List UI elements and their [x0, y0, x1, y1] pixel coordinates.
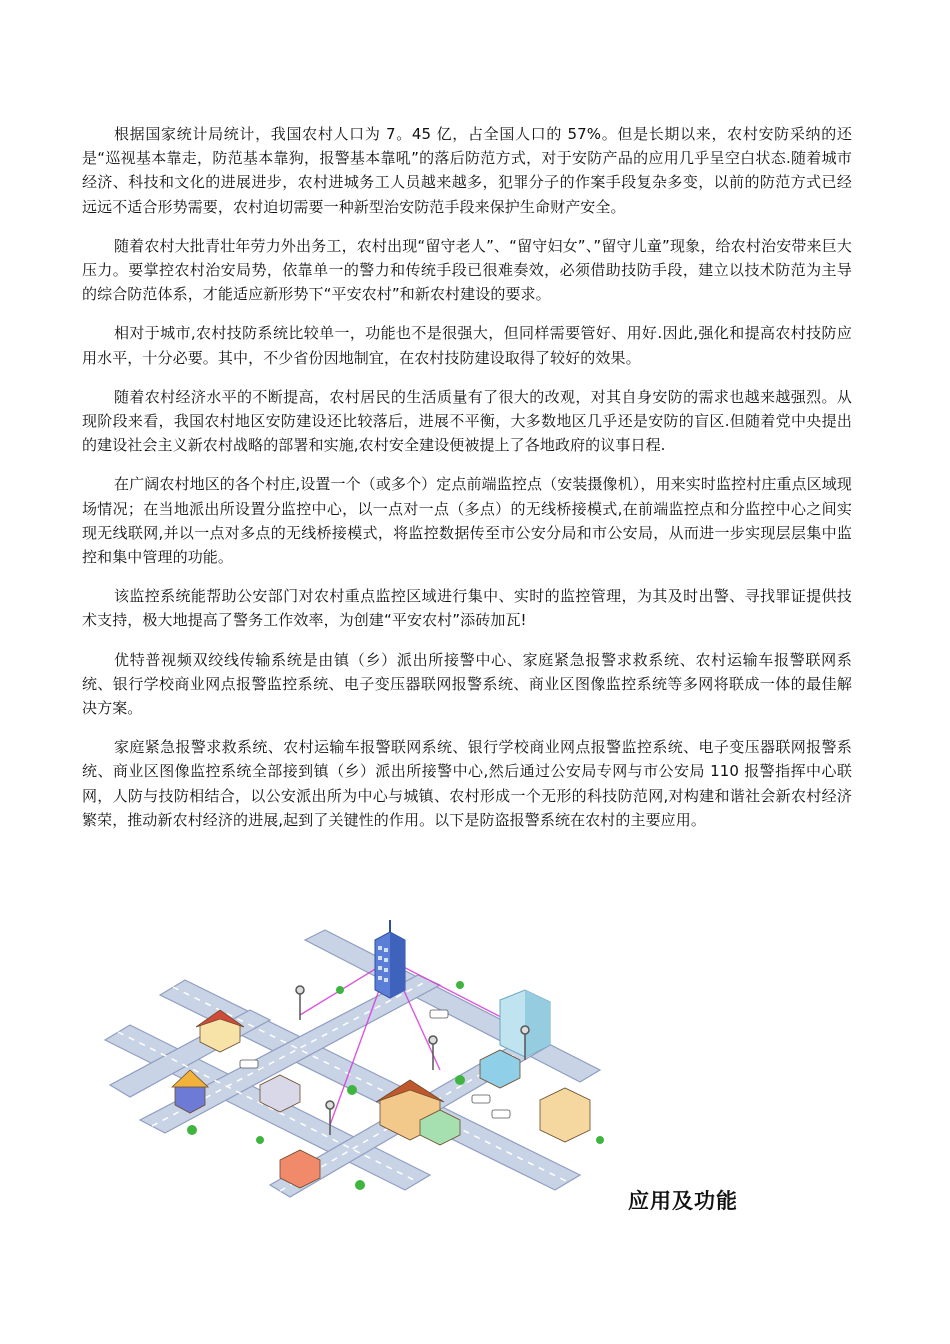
body-text — [82, 122, 852, 847]
paragraph-3: 相对于城市,农村技防系统比较单一，功能也不是很强大，但同样需要管好、用好.因此,强化和提高农村技防应用水平，十分必要。其中，不少省份因地制宜，在农村技防建设取得了较好的效果。 — [82, 324, 852, 367]
paragraph-8: 家庭紧急报警求救系统、农村运输车报警联网系统、银行学校商业网点报警监控系统、电子变压器联网报警系统、商业区图像监控系统全部接到镇（乡）派出所接警中心,然后通过公安局专网与市公安局 110 报警指挥中心联网，人防与技防相结合，以公安派出所为中心与城镇、农村形成一个无形的科技防范网,对构建和谐社会新农村经济繁荣，推动新农村经济的进展,起到了关键性的作用。以下是防盗报警系统在农村的主要应用。 — [82, 738, 852, 829]
paragraph-7: 优特普视频双绞线传输系统是由镇（乡）派出所接警中心、家庭紧急报警求救系统、农村运输车报警联网系统、银行学校商业网点报警监控系统、电子变压器联网报警系统、商业区图像监控系统等多网将联成一体的最佳解决方案。 — [82, 650, 852, 718]
paragraph-4: 随着农村经济水平的不断提高，农村居民的生活质量有了很大的改观，对其自身安防的需求也越来越强烈。从现阶段来看，我国农村地区安防建设还比较落后，进展不平衡，大多数地区几乎还是安防的盲区.但随着党中央提出的建设社会主义新农村战略的部署和实施,农村安全建设便被提上了各地政府的议事日程. — [82, 387, 852, 455]
village-network-illustration — [100, 920, 625, 1210]
section-heading: 应用及功能 — [628, 1189, 738, 1213]
paragraph-6: 该监控系统能帮助公安部门对农村重点监控区域进行集中、实时的监控管理，为其及时出警、寻找罪证提供技术支持，极大地提高了警务工作效率，为创建“平安农村”添砖加瓦! — [82, 587, 852, 630]
tower-icon — [375, 920, 405, 998]
paragraph-1: 根据国家统计局统计，我国农村人口为 7。45 亿，占全国人口的 57%。但是长期以来，农村安防采纳的还是“巡视基本靠走，防范基本靠狗，报警基本靠吼”的落后防范方式，对于安防产品的应用几乎呈空白状态.随着城市经济、科技和文化的进展进步，农村进城务工人员越来越多，犯罪分子的作案手段复杂多变，以前的防范方式已经远远不适合形势需要，农村迫切需要一种新型治安防范手段来保护生命财产安全。 — [82, 125, 852, 216]
village-map-icon — [100, 920, 625, 1210]
paragraph-2: 随着农村大批青壮年劳力外出务工，农村出现“留守老人”、“留守妇女”、”留守儿童”现象，给农村治安带来巨大压力。要掌控农村治安局势，依靠单一的警力和传统手段已很难奏效，必须借助技防手段，建立以技术防范为主导的综合防范体系，才能适应新形势下“平安农村”和新农村建设的要求。 — [82, 236, 852, 304]
paragraph-5: 在广阔农村地区的各个村庄,设置一个（或多个）定点前端监控点（安装摄像机），用来实时监控村庄重点区域现场情况；在当地派出所设置分监控中心，以一点对一点（多点）的无线桥接模式,在前端监控点和分监控中心之间实现无线联网,并以一点对多点的无线桥接模式，将监控数据传至市公安分局和市公安局，从而进一步实现层层集中监控和集中管理的功能。 — [82, 475, 852, 567]
